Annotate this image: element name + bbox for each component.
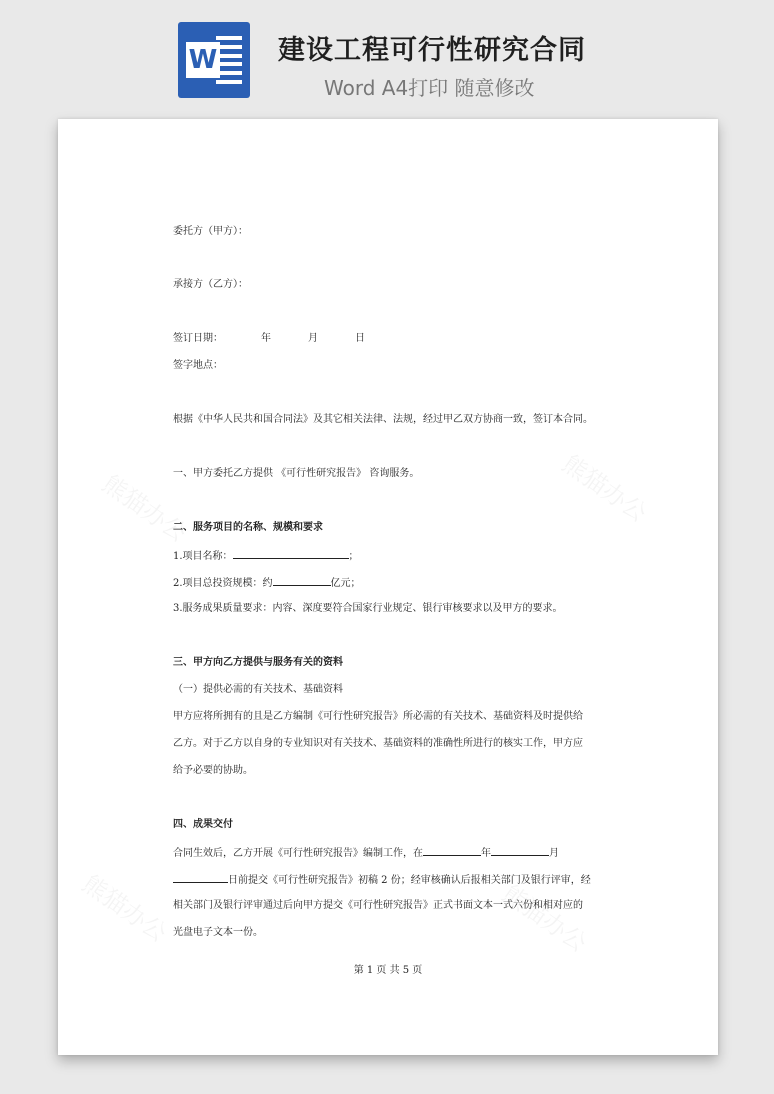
- section-3-paragraph-line-2: 乙方。对于乙方以自身的专业知识对有关技术、基础资料的准确性所进行的核实工作，甲方应: [173, 738, 583, 749]
- document-page: [58, 119, 718, 1055]
- section-4-line-1: [173, 845, 559, 861]
- sign-place-label: 签字地点：: [173, 360, 223, 371]
- section-4-text-b: 日前提交《可行性研究报告》初稿 2 份；经审核确认后报相关部门及银行评审，经: [228, 875, 591, 886]
- item-1-end: ；: [348, 551, 359, 562]
- item-1-row: [173, 548, 359, 564]
- header: [0, 0, 774, 118]
- section-4-line-3: 相关部门及银行评审通过后向甲方提交《可行性研究报告》正式书面文本一式六份和相对应的: [173, 900, 583, 911]
- section-1: 一、甲方委托乙方提供 《可行性研究报告》 咨询服务。: [173, 468, 420, 479]
- section-4-text-a: 合同生效后，乙方开展《可行性研究报告》编制工作，在: [173, 848, 423, 859]
- project-name-blank: [233, 548, 349, 559]
- section-4-month: 月: [549, 848, 559, 859]
- investment-blank: [273, 575, 331, 586]
- year-blank: [423, 845, 481, 856]
- watermark: [77, 865, 176, 949]
- section-3-subtitle: （一）提供必需的有关技术、基础资料: [173, 684, 343, 695]
- section-4-line-4: 光盘电子文本一份。: [173, 927, 263, 938]
- year-label: 年: [261, 333, 271, 344]
- client-label: 委托方（甲方）：: [173, 226, 248, 237]
- month-label: 月: [308, 333, 318, 344]
- icon-letter: W: [186, 42, 220, 78]
- month-blank: [491, 845, 549, 856]
- section-3-title: 三、甲方向乙方提供与服务有关的资料: [173, 657, 343, 668]
- page-subtitle: Word A4打印 随意修改: [324, 76, 535, 100]
- page-title: 建设工程可行性研究合同: [278, 35, 586, 66]
- section-2-title: 二、服务项目的名称、规模和要求: [173, 522, 323, 533]
- watermark: [557, 445, 656, 529]
- item-2-row: [173, 575, 361, 591]
- section-4-line-2: [173, 872, 591, 888]
- item-2-unit: 亿元；: [330, 578, 361, 589]
- contractor-label: 承接方（乙方）：: [173, 279, 248, 290]
- day-label: 日: [355, 333, 365, 344]
- section-4-year: 年: [481, 848, 491, 859]
- preamble: 根据《中华人民共和国合同法》及其它相关法律、法规，经过甲乙双方协商一致，签订本合同。: [173, 414, 593, 425]
- section-3-paragraph-line-1: 甲方应将所拥有的且是乙方编制《可行性研究报告》所必需的有关技术、基础资料及时提供给: [173, 711, 583, 722]
- day-blank: [173, 872, 228, 883]
- page-footer: 第 1 页 共 5 页: [353, 965, 423, 976]
- sign-date-row: [173, 332, 365, 346]
- item-1-label: 1.项目名称：: [173, 551, 233, 562]
- word-document-icon: [178, 22, 250, 98]
- section-4-title: 四、成果交付: [173, 819, 233, 830]
- section-3-paragraph-line-3: 给予必要的协助。: [173, 765, 253, 776]
- sign-date-label: 签订日期：: [173, 333, 223, 344]
- item-3: 3.服务成果质量要求：内容、深度要符合国家行业规定、银行审核要求以及甲方的要求。: [173, 603, 563, 614]
- item-2-label: 2.项目总投资规模：约: [173, 578, 273, 589]
